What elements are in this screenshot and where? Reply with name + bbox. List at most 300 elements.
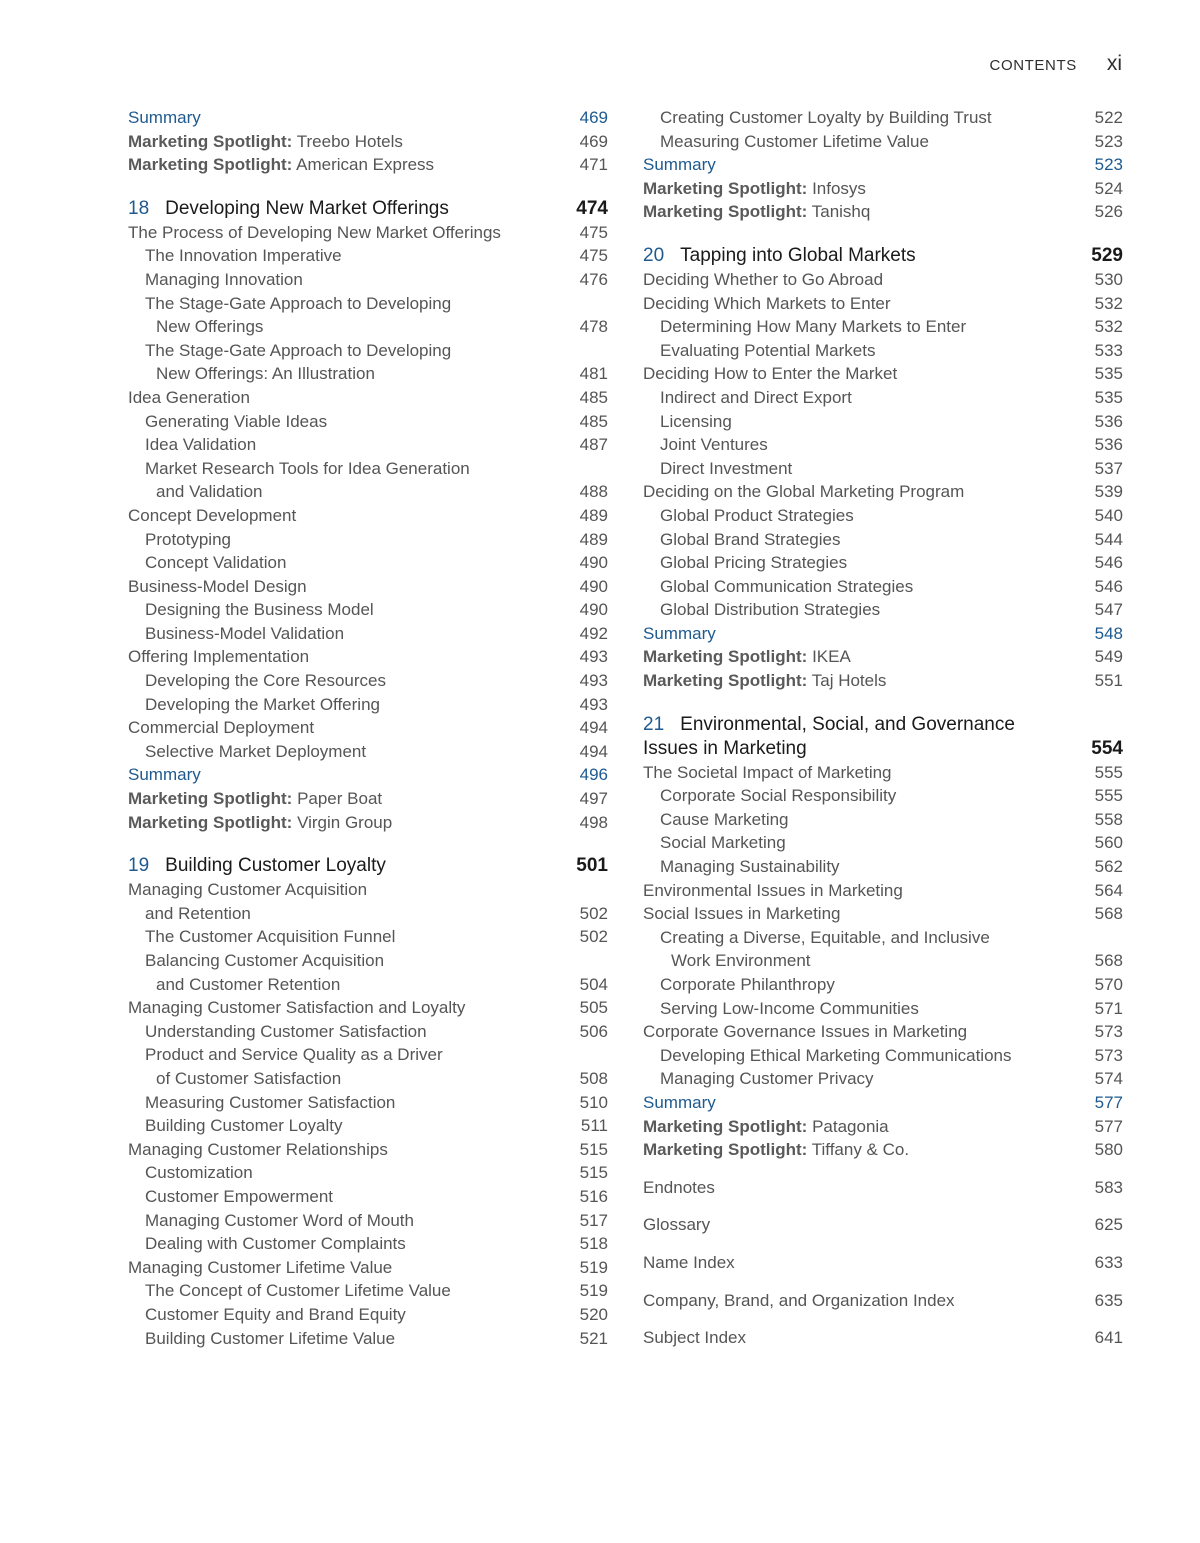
- entry-title: and Customer Retention: [156, 974, 341, 994]
- spotlight-subject: IKEA: [812, 647, 851, 667]
- toc-subsection: [128, 1091, 608, 1115]
- entry-title: Environmental Issues in Marketing: [643, 880, 903, 900]
- spotlight-label: Marketing Spotlight:: [643, 671, 808, 691]
- toc-column-right: [643, 106, 1123, 1350]
- entry-title: Joint Ventures: [660, 435, 768, 455]
- page-number: 526: [1094, 202, 1123, 222]
- page-number: 515: [579, 1139, 608, 1159]
- entry-title: Managing Sustainability: [660, 857, 840, 877]
- page-number: 524: [1094, 178, 1123, 198]
- entry-title: Dealing with Customer Complaints: [145, 1234, 406, 1254]
- entry-title: Business-Model Design: [128, 576, 307, 596]
- toc-spotlight: [643, 177, 1123, 201]
- entry-title: [643, 669, 1083, 693]
- toc-section: [128, 575, 608, 599]
- chapter-page-number: 529: [1091, 244, 1123, 266]
- entry-title: Balancing Customer Acquisition: [145, 951, 385, 970]
- page-number: 562: [1094, 857, 1123, 877]
- entry-title: Licensing: [660, 411, 732, 431]
- toc-section: [643, 1020, 1123, 1044]
- toc-subsection: [128, 1327, 608, 1351]
- entry-title: of Customer Satisfaction: [156, 1068, 342, 1088]
- entry-title: Developing the Market Offering: [145, 694, 380, 714]
- page-number: 573: [1094, 1022, 1123, 1042]
- chapter-title: [128, 854, 564, 878]
- entry-title: Prototyping: [145, 529, 231, 549]
- entry-title: Global Brand Strategies: [660, 529, 841, 549]
- toc-subsection-continued: [128, 973, 608, 997]
- toc-section: [643, 362, 1123, 386]
- spotlight-label: Marketing Spotlight:: [643, 1116, 808, 1136]
- entry-title: Measuring Customer Lifetime Value: [660, 131, 929, 151]
- toc-subsection: [128, 1043, 608, 1067]
- page-number: 546: [1094, 553, 1123, 573]
- entry-title: Managing Customer Acquisition: [128, 880, 368, 900]
- toc-subsection: [128, 433, 608, 457]
- toc-subsection: [643, 410, 1123, 434]
- entry-title: New Offerings: An Illustration: [156, 364, 375, 384]
- page-number: 518: [579, 1234, 608, 1254]
- toc-backmatter: [643, 1251, 1123, 1275]
- page-number: 511: [580, 1116, 608, 1136]
- page-number: 635: [1094, 1290, 1123, 1310]
- entry-title: Social Marketing: [660, 833, 786, 853]
- entry-title: Customization: [145, 1163, 253, 1183]
- toc-subsection: [643, 457, 1123, 481]
- toc-subsection: [643, 1067, 1123, 1091]
- toc-section: [128, 645, 608, 669]
- entry-title: Work Environment: [671, 951, 811, 971]
- toc-subsection: [643, 1044, 1123, 1068]
- toc-subsection: [128, 339, 608, 363]
- toc-backmatter: [643, 1176, 1123, 1200]
- entry-title: Global Communication Strategies: [660, 576, 914, 596]
- toc-subsection: [643, 997, 1123, 1021]
- entry-title: Customer Empowerment: [145, 1186, 334, 1206]
- entry-title: Concept Validation: [145, 553, 287, 573]
- entry-title: Product and Service Quality as a Driver: [145, 1045, 443, 1065]
- toc-subsection: [643, 575, 1123, 599]
- page-number: 547: [1094, 600, 1123, 620]
- page-number: 469: [579, 108, 608, 127]
- entry-title: Designing the Business Model: [145, 600, 374, 620]
- page-number: 580: [1094, 1140, 1123, 1160]
- entry-title: Name Index: [643, 1252, 735, 1272]
- entry-title: The Stage-Gate Approach to Developing: [145, 340, 452, 360]
- running-head: [990, 52, 1122, 82]
- toc-subsection: [643, 551, 1123, 575]
- toc-section: [128, 1256, 608, 1280]
- running-head-label: CONTENTS: [989, 57, 1077, 74]
- toc-subsection: [128, 693, 608, 717]
- spotlight-label: Marketing Spotlight:: [128, 812, 293, 832]
- page-number: 574: [1094, 1069, 1123, 1089]
- page-number: 485: [579, 411, 608, 431]
- entry-title: Global Pricing Strategies: [660, 553, 848, 573]
- entry-title: [128, 153, 568, 177]
- page-number: 489: [579, 505, 608, 525]
- toc-subsection: [643, 339, 1123, 363]
- page-number: 485: [579, 387, 608, 407]
- spotlight-label: Marketing Spotlight:: [643, 647, 808, 667]
- toc-subsection: [643, 926, 1123, 950]
- entry-title: Evaluating Potential Markets: [660, 340, 876, 360]
- entry-title: Idea Validation: [145, 435, 257, 455]
- toc-section: [643, 761, 1123, 785]
- page-number: 548: [1094, 623, 1123, 643]
- entry-title: Summary: [643, 1092, 716, 1112]
- page-folio: xi: [1106, 52, 1122, 75]
- toc-section: [128, 996, 608, 1020]
- page-number: 475: [579, 246, 608, 266]
- entry-title: Social Issues in Marketing: [643, 904, 841, 924]
- page-number: 544: [1094, 529, 1123, 549]
- spotlight-subject: Tiffany & Co.: [811, 1140, 910, 1160]
- toc-backmatter: [643, 1213, 1123, 1237]
- chapter-title-text: Tapping into Global Markets: [680, 244, 916, 266]
- entry-title: Understanding Customer Satisfaction: [145, 1021, 427, 1041]
- chapter-title-text: Environmental, Social, and Governance: [680, 713, 1015, 735]
- spotlight-subject: Treebo Hotels: [296, 131, 403, 151]
- toc-subsection: [643, 808, 1123, 832]
- chapter-title: [643, 713, 1123, 737]
- page-number: 539: [1094, 482, 1123, 502]
- toc-subsection-continued: [128, 315, 608, 339]
- entry-title: Managing Customer Satisfaction and Loyalty: [128, 998, 466, 1018]
- entry-title: Commercial Deployment: [128, 718, 315, 738]
- page-number: 558: [1094, 809, 1123, 829]
- spotlight-label: Marketing Spotlight:: [128, 155, 293, 175]
- entry-title: Developing the Core Resources: [145, 671, 386, 691]
- toc-section: [643, 902, 1123, 926]
- toc-subsection: [128, 410, 608, 434]
- entry-title: Building Customer Lifetime Value: [145, 1328, 396, 1348]
- toc-summary: [643, 1091, 1123, 1115]
- page-number: 641: [1094, 1328, 1123, 1348]
- entry-title: Managing Customer Lifetime Value: [128, 1257, 393, 1277]
- page-number: 519: [579, 1281, 608, 1301]
- page-number: 573: [1094, 1045, 1123, 1065]
- toc-summary: [643, 622, 1123, 646]
- entry-title: Direct Investment: [660, 458, 793, 478]
- spotlight-subject: Infosys: [812, 178, 866, 198]
- toc-subsection: [128, 268, 608, 292]
- toc-subsection: [128, 925, 608, 949]
- chapter-number: 19: [128, 855, 150, 877]
- chapter-title: [128, 197, 564, 221]
- entry-title: Determining How Many Markets to Enter: [660, 317, 967, 337]
- entry-title: Indirect and Direct Export: [660, 387, 852, 407]
- entry-title: Business-Model Validation: [145, 623, 345, 643]
- toc-spotlight: [643, 1115, 1123, 1139]
- entry-title: [128, 811, 568, 835]
- entry-title: Selective Market Deployment: [145, 741, 367, 761]
- toc-subsection-continued: [128, 362, 608, 386]
- toc-subsection: [643, 855, 1123, 879]
- entry-title: Glossary: [643, 1215, 711, 1235]
- entry-title: Generating Viable Ideas: [145, 411, 328, 431]
- toc-subsection: [643, 106, 1123, 130]
- page-number: 523: [1094, 131, 1123, 151]
- spotlight-label: Marketing Spotlight:: [643, 178, 808, 198]
- toc-spotlight: [643, 1138, 1123, 1162]
- spotlight-subject: Virgin Group: [297, 812, 393, 832]
- entry-title: Customer Equity and Brand Equity: [145, 1304, 406, 1324]
- toc-subsection: [643, 831, 1123, 855]
- toc-subsection: [643, 598, 1123, 622]
- toc-subsection: [128, 949, 608, 973]
- page-number: 517: [579, 1210, 608, 1230]
- toc-subsection: [128, 1232, 608, 1256]
- entry-title: [643, 645, 1083, 669]
- page-number: 488: [579, 482, 608, 502]
- page-number: 530: [1094, 269, 1123, 289]
- toc-spotlight: [643, 645, 1123, 669]
- toc-column-left: [128, 106, 608, 1350]
- page-number: 570: [1094, 975, 1123, 994]
- entry-title: Market Research Tools for Idea Generation: [145, 458, 470, 478]
- page-number: 494: [579, 741, 608, 761]
- toc-section: [643, 480, 1123, 504]
- toc-subsection: [128, 1020, 608, 1044]
- page-number: 494: [579, 718, 608, 738]
- page-number: 568: [1094, 951, 1123, 971]
- toc-summary: [128, 763, 608, 787]
- entry-title: Summary: [128, 765, 201, 785]
- entry-title: [128, 787, 568, 811]
- page-number: 523: [1094, 155, 1123, 175]
- chapter-title-text: Issues in Marketing: [643, 737, 807, 759]
- entry-title: [643, 1138, 1083, 1162]
- entry-title: Global Product Strategies: [660, 505, 854, 525]
- entry-title: Deciding Whether to Go Abroad: [643, 269, 884, 289]
- page-number: 536: [1094, 435, 1123, 455]
- page-number: 493: [579, 671, 608, 691]
- page-number: 493: [579, 647, 608, 667]
- chapter-heading: [128, 854, 608, 878]
- page-number: 497: [579, 789, 608, 809]
- toc-subsection: [128, 1185, 608, 1209]
- toc-subsection: [128, 1303, 608, 1327]
- entry-title: Corporate Philanthropy: [660, 975, 835, 994]
- spotlight-label: Marketing Spotlight:: [643, 202, 808, 222]
- entry-title: Deciding How to Enter the Market: [643, 364, 898, 384]
- toc-section: [128, 221, 608, 245]
- page-number: 510: [579, 1092, 608, 1112]
- chapter-page-number: 554: [1091, 737, 1123, 759]
- entry-title: Company, Brand, and Organization Index: [643, 1290, 955, 1310]
- page-number: 535: [1094, 364, 1123, 384]
- entry-title: The Stage-Gate Approach to Developing: [145, 293, 452, 313]
- chapter-page-number: 474: [576, 197, 608, 219]
- entry-title: [128, 130, 568, 154]
- page-number: 522: [1094, 108, 1123, 127]
- toc-section: [128, 878, 608, 902]
- toc-spotlight: [128, 811, 608, 835]
- toc-spotlight: [643, 669, 1123, 693]
- page-number: 564: [1094, 880, 1123, 900]
- page-number: 508: [579, 1068, 608, 1088]
- page-number: 537: [1094, 458, 1123, 478]
- chapter-title-text: Developing New Market Offerings: [165, 197, 449, 219]
- spotlight-label: Marketing Spotlight:: [643, 1140, 808, 1160]
- spotlight-subject: Tanishq: [811, 202, 871, 222]
- page-number: 568: [1094, 904, 1123, 924]
- chapter-title-text: Building Customer Loyalty: [165, 855, 386, 877]
- entry-title: Concept Development: [128, 505, 297, 525]
- entry-title: [643, 1115, 1083, 1139]
- entry-title: The Customer Acquisition Funnel: [145, 927, 396, 947]
- entry-title: The Concept of Customer Lifetime Value: [145, 1281, 451, 1301]
- entry-title: Global Distribution Strategies: [660, 600, 881, 620]
- toc-subsection: [128, 622, 608, 646]
- page-number: 489: [579, 529, 608, 549]
- toc-subsection: [643, 784, 1123, 808]
- chapter-heading: [643, 713, 1123, 737]
- entry-title: and Retention: [145, 903, 251, 923]
- entry-title: Managing Customer Relationships: [128, 1139, 388, 1159]
- page-number: 521: [579, 1328, 608, 1348]
- toc-subsection: [643, 504, 1123, 528]
- page-number: 487: [579, 435, 608, 455]
- toc-spotlight: [643, 200, 1123, 224]
- toc-section: [643, 879, 1123, 903]
- page-number: 493: [579, 694, 608, 714]
- page-number: 577: [1094, 1116, 1123, 1136]
- page-number: 633: [1094, 1252, 1123, 1272]
- toc-subsection: [643, 386, 1123, 410]
- page-number: 481: [579, 364, 608, 384]
- entry-title: Corporate Social Responsibility: [660, 786, 897, 806]
- entry-title: Measuring Customer Satisfaction: [145, 1092, 396, 1112]
- entry-title: The Process of Developing New Market Offerings: [128, 222, 501, 242]
- entry-title: Creating a Diverse, Equitable, and Inclusive: [660, 927, 990, 947]
- page-number: 498: [579, 812, 608, 832]
- toc-subsection: [128, 244, 608, 268]
- toc-section-continued: [128, 902, 608, 926]
- entry-title: Offering Implementation: [128, 647, 310, 667]
- toc-summary: [128, 106, 608, 130]
- page-number: 551: [1094, 671, 1123, 691]
- toc-subsection: [128, 1114, 608, 1138]
- toc-section: [643, 268, 1123, 292]
- spotlight-subject: Patagonia: [812, 1116, 889, 1136]
- page-number: 471: [579, 155, 608, 175]
- chapter-heading: [643, 244, 1123, 268]
- chapter-page-number: 501: [576, 855, 608, 877]
- spotlight-subject: Taj Hotels: [811, 671, 887, 691]
- entry-title: and Validation: [156, 482, 263, 502]
- page-number: 515: [579, 1163, 608, 1183]
- entry-title: Managing Customer Word of Mouth: [145, 1210, 414, 1230]
- toc-subsection: [128, 457, 608, 481]
- toc-summary: [643, 153, 1123, 177]
- toc-spotlight: [128, 153, 608, 177]
- toc-spotlight: [128, 130, 608, 154]
- entry-title: New Offerings: [156, 317, 264, 337]
- entry-title: Endnotes: [643, 1177, 715, 1197]
- entry-title: Idea Generation: [128, 387, 250, 407]
- page-number: 560: [1094, 833, 1123, 853]
- page-number: 520: [579, 1304, 608, 1324]
- toc-section: [128, 504, 608, 528]
- entry-title: The Innovation Imperative: [145, 246, 342, 266]
- page-number: 506: [579, 1021, 608, 1041]
- toc-subsection: [128, 1209, 608, 1233]
- page-number: 490: [579, 600, 608, 620]
- entry-title: [643, 200, 1083, 224]
- chapter-heading-continued: [643, 737, 1123, 761]
- entry-title: Serving Low-Income Communities: [660, 998, 919, 1018]
- page-number: 571: [1094, 998, 1123, 1018]
- entry-title: Subject Index: [643, 1328, 747, 1348]
- toc-backmatter: [643, 1326, 1123, 1350]
- toc-spotlight: [128, 787, 608, 811]
- spotlight-label: Marketing Spotlight:: [128, 131, 293, 151]
- entry-title: Developing Ethical Marketing Communications: [660, 1045, 1012, 1065]
- toc-subsection: [643, 973, 1123, 997]
- page-number: 516: [579, 1186, 608, 1206]
- page-number: 532: [1094, 317, 1123, 337]
- chapter-number: 20: [643, 244, 665, 266]
- page-number: 504: [579, 974, 608, 994]
- page-number: 502: [579, 927, 608, 947]
- page-number: 476: [579, 269, 608, 289]
- toc-section: [128, 1138, 608, 1162]
- page-number: 536: [1094, 411, 1123, 431]
- spotlight-label: Marketing Spotlight:: [128, 789, 293, 809]
- spotlight-subject: American Express: [296, 155, 435, 175]
- page-number: 533: [1094, 340, 1123, 360]
- toc-subsection: [128, 292, 608, 316]
- page-number: 535: [1094, 387, 1123, 407]
- page-number: 583: [1094, 1177, 1123, 1197]
- entry-title: The Societal Impact of Marketing: [643, 762, 892, 782]
- page-number: 555: [1094, 786, 1123, 806]
- page-number: 532: [1094, 293, 1123, 313]
- entry-title: Summary: [643, 623, 716, 643]
- page-number: 519: [579, 1257, 608, 1277]
- toc-section: [128, 716, 608, 740]
- page-number: 540: [1094, 505, 1123, 525]
- page-number: 490: [579, 576, 608, 596]
- toc-subsection-continued: [128, 480, 608, 504]
- entry-title: Building Customer Loyalty: [145, 1116, 343, 1136]
- toc-subsection: [643, 528, 1123, 552]
- entry-title: Managing Innovation: [145, 269, 303, 289]
- page-number: 475: [579, 222, 608, 242]
- page-number: 492: [579, 623, 608, 643]
- toc-section: [643, 292, 1123, 316]
- toc-subsection: [643, 130, 1123, 154]
- page-number: 496: [579, 765, 608, 785]
- toc-subsection: [643, 315, 1123, 339]
- entry-title: Deciding on the Global Marketing Program: [643, 482, 965, 502]
- toc-subsection: [128, 669, 608, 693]
- page-number: 577: [1094, 1092, 1123, 1112]
- page-number: 549: [1094, 647, 1123, 667]
- page-number: 478: [579, 317, 608, 337]
- toc-subsection: [128, 740, 608, 764]
- toc-subsection: [643, 433, 1123, 457]
- page-number: 555: [1094, 762, 1123, 782]
- toc-backmatter: [643, 1289, 1123, 1313]
- toc-subsection: [128, 1161, 608, 1185]
- entry-title: Cause Marketing: [660, 809, 789, 829]
- entry-title: Summary: [643, 155, 716, 175]
- entry-title: [643, 177, 1083, 201]
- entry-title: Deciding Which Markets to Enter: [643, 293, 891, 313]
